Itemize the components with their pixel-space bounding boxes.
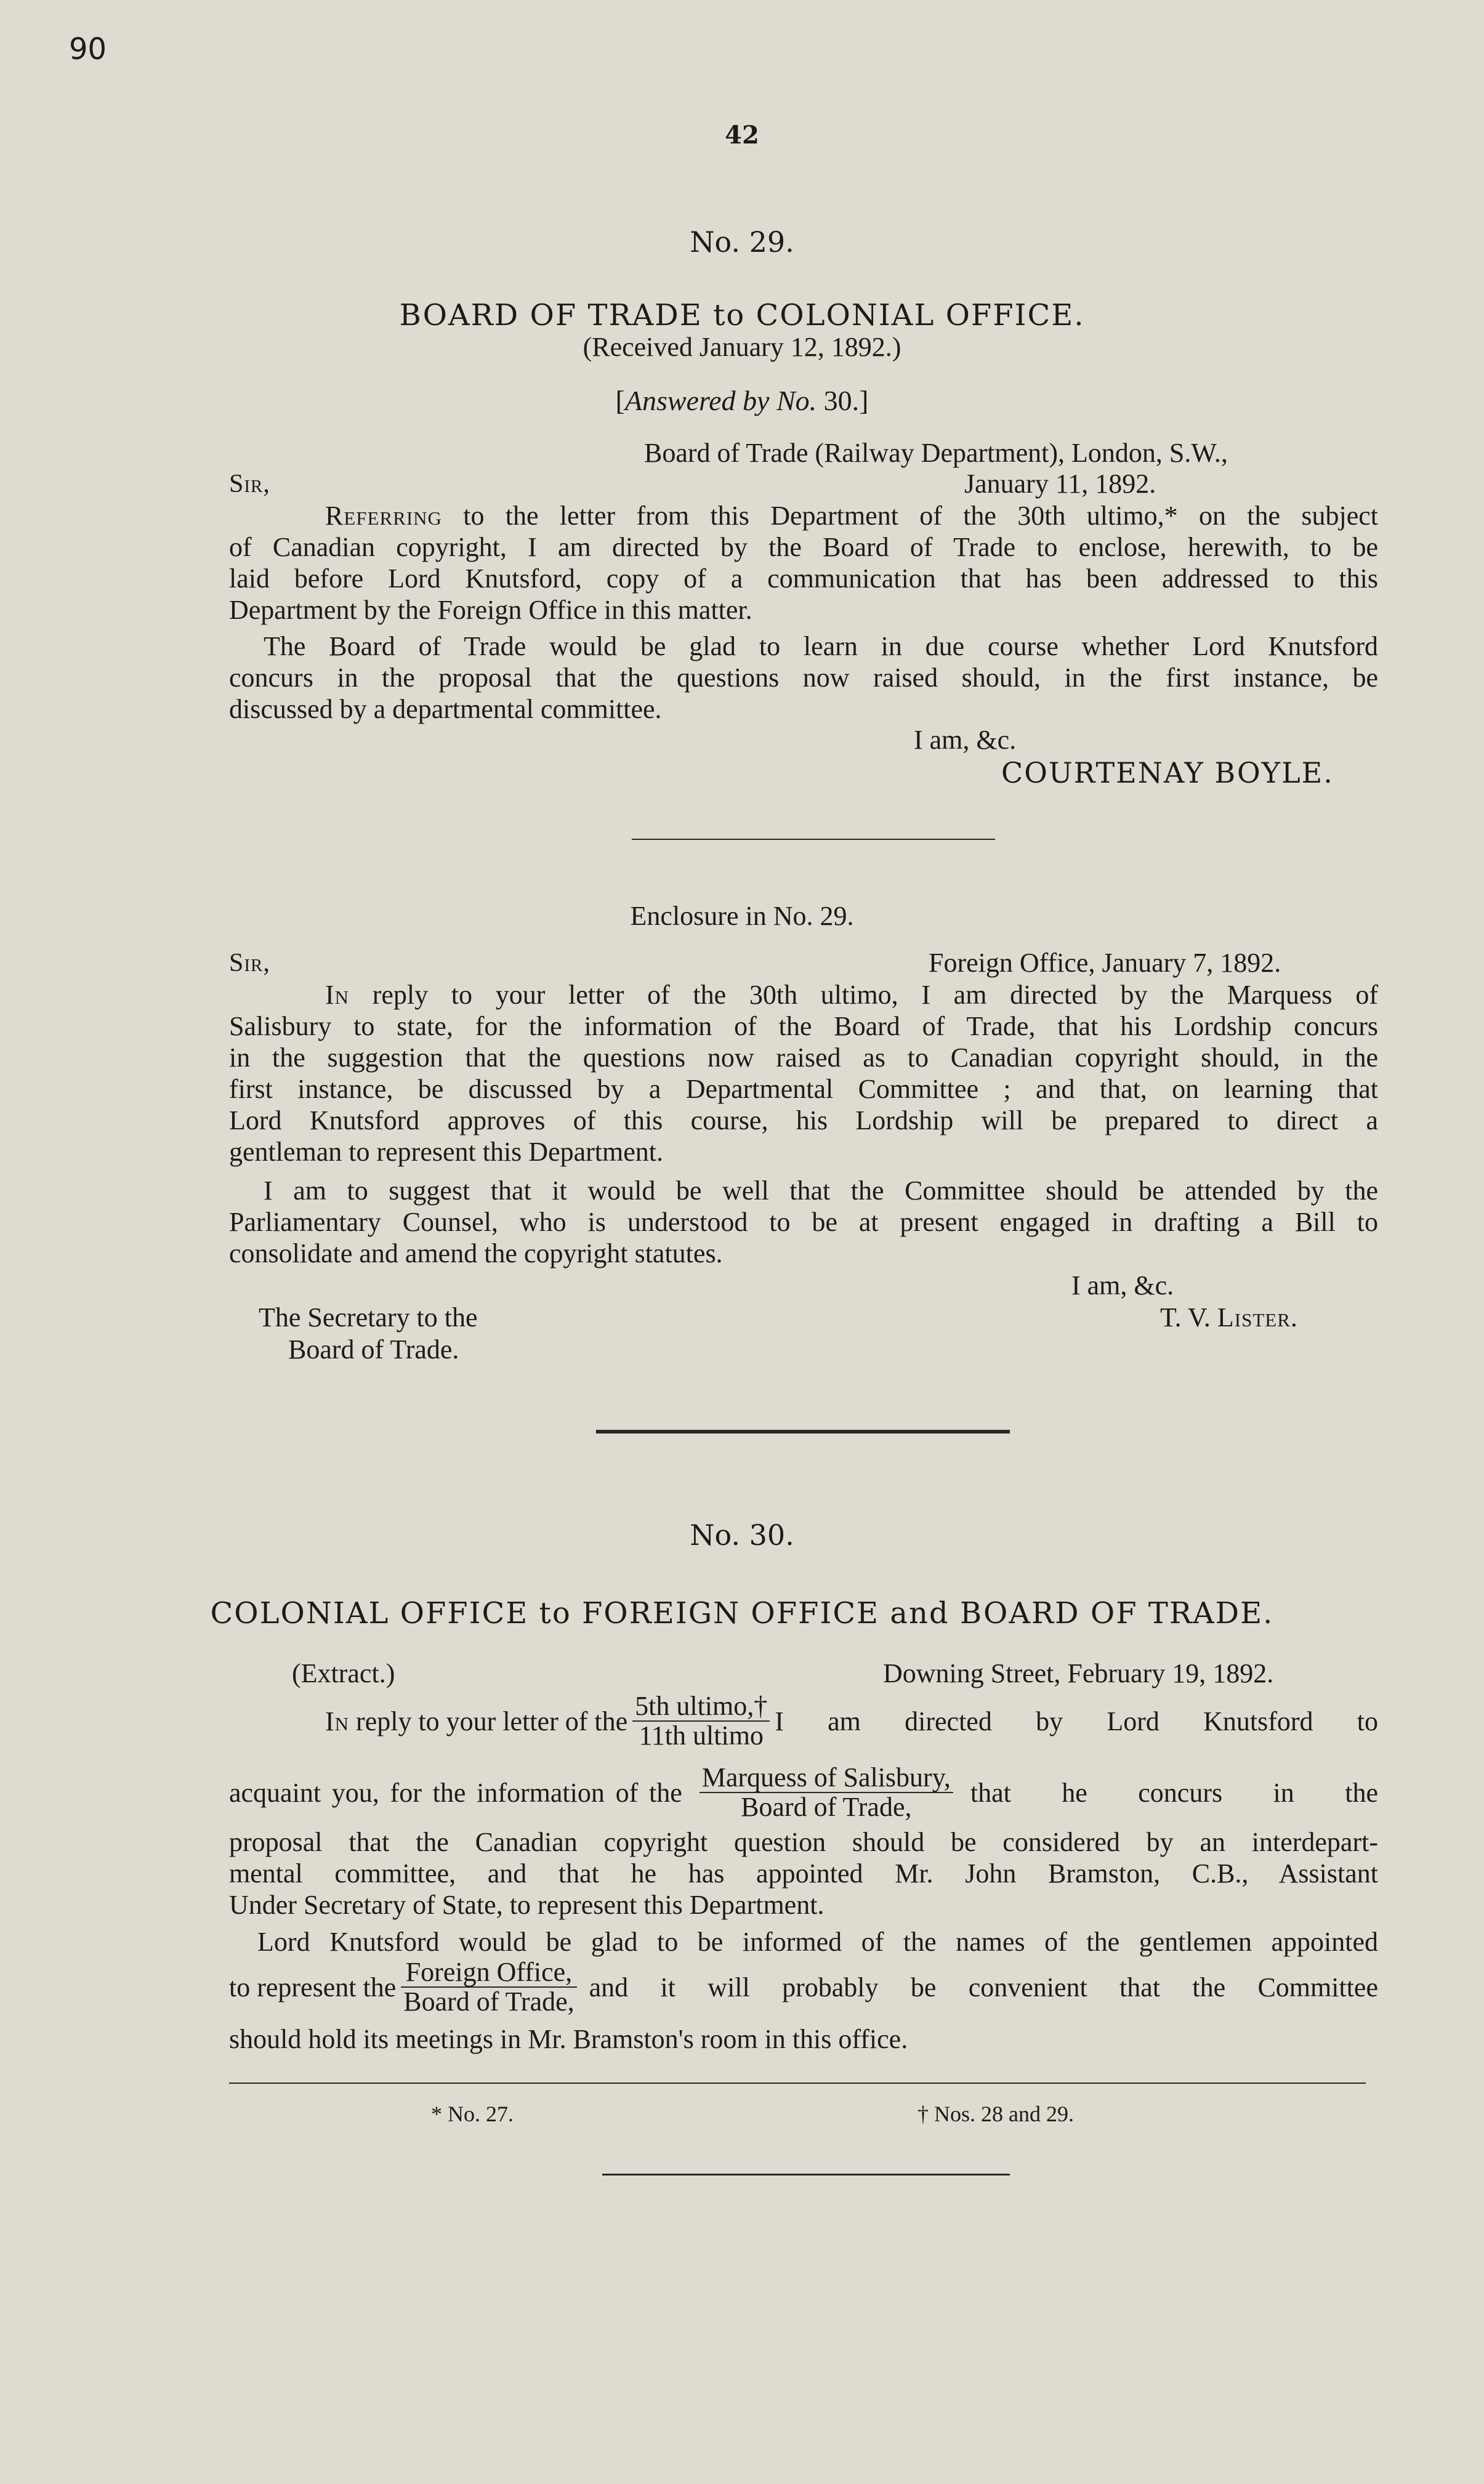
enclosure-paragraph-2: I am to suggest that it would be well that the Committee should be attended by the Parliamentary Counsel, who is understood to be at present engaged in drafting a Bill to consolidate and amend the copyright statutes. [229,1175,1378,1268]
enclosure-addressee-line-2: Board of Trade. [288,1334,459,1365]
doc30-paragraph-2-first: Lord Knutsford would be glad to be informed of the names of the gentlemen appointed [257,1927,1378,1957]
footnote-star: * No. 27. [431,2102,514,2126]
doc29-address: Board of Trade (Railway Department), London, S.W., [644,438,1228,468]
doc29-para1-opening: Referring [325,501,442,531]
enclosure-closing: I am, &c. [1071,1270,1174,1300]
doc30-place-date: Downing Street, February 19, 1892. [883,1658,1274,1688]
doc30-paragraph-1-rest: proposal that the Canadian copyright question should be considered by an interdepart- mental committee, and that he has appointed Mr. John Bramston, C.B., Assistant Under Secretary of State, to represent this Department. [229,1827,1378,1920]
fraction-dates: $\frac{\text{5th ultimo,†}}{\text{11th ultimo}}$ [632,1692,770,1750]
doc29-salutation: Sir, [229,470,270,498]
doc29-received: (Received January 12, 1892.) [583,332,901,362]
doc29-signature: COURTENAY BOYLE. [1001,756,1334,789]
footnote-rule [229,2083,1366,2084]
doc29-paragraph-1: Referring to the letter from this Department of the 30th ultimo,* on the subject of Canadian copyright, I am directed by the Board of Trade to enclose, herewith, to be laid before Lord Knutsford, copy of a communication that has been addressed to this Department by the Foreign Office in this matter. [229,501,1378,625]
doc30-paragraph-2-last: should hold its meetings in Mr. Bramston's room in this office. [229,2024,908,2054]
enclosure-addressee-line-1: The Secretary to the [259,1302,478,1333]
enclosure-title: Enclosure in No. 29. [630,901,854,931]
doc29-paragraph-2: The Board of Trade would be glad to learn in due course whether Lord Knutsford concurs in the proposal that the questions now raised should, in the first instance, be discussed by a departmental committee. [229,631,1378,724]
outer-page-number: 90 [69,32,107,67]
doc29-answered [0,384,1484,417]
doc29-number: No. 29. [690,225,794,259]
doc30-heading: COLONIAL OFFICE to FOREIGN OFFICE and BOARD OF TRADE. [210,1596,1274,1631]
fraction-recipients-2: $\frac{\text{Foreign Office,}}{\text{Board of Trade,}}$ [401,1958,576,2016]
divider-rule-3 [602,2174,1010,2176]
doc29-date: January 11, 1892. [964,469,1156,499]
doc30-para1-fraction-line-2: acquaint you, for the information of the $\frac{\text{Marquess of Salisbury,}}{\text{Board of Trade,}}$ that he concurs in the [229,1762,1378,1822]
answered-rest: 30.] [817,385,869,416]
divider-rule-1 [632,839,995,840]
enclosure-signature: T. V. Lister. [1160,1302,1298,1333]
footnote-dagger: † Nos. 28 and 29. [917,2102,1074,2126]
fraction-recipients-1: $\frac{\text{Marquess of Salisbury,}}{\text{Board of Trade,}}$ [700,1764,953,1821]
doc29-closing: I am, &c. [914,725,1017,755]
answered-open-bracket: [ [615,385,625,416]
enclosure-paragraph-1: In reply to your letter of the 30th ultimo, I am directed by the Marquess of Salisbury to state, for the information of the Board of Trade, that his Lordship concurs in the suggestion that the questions now raised as to Canadian copyright should, in the first instance, be discussed by a Departmental Committee ; and that, on learning that Lord Knutsford approves of this course, his Lordship will be prepared to direct a gentleman to represent this Department. [229,980,1378,1167]
inner-page-number: 42 [725,121,759,150]
doc30-para2-fraction-line: to represent the $\frac{\text{Foreign Office,}}{\text{Board of Trade,}}$ and it will probably be convenient that the Committee [229,1957,1378,2017]
enclosure-place-date: Foreign Office, January 7, 1892. [929,948,1281,978]
enclosure-para1-opening: In [325,980,350,1010]
divider-rule-2 [596,1430,1010,1434]
doc30-extract: (Extract.) [292,1658,395,1688]
doc30-para1-fraction-line-1: In reply to your letter of the $\frac{\text{5th ultimo,†}}{\text{11th ultimo}}$ I am directed by Lord Knutsford to [325,1691,1378,1751]
answered-italic: Answered by No. [624,385,817,416]
doc30-number: No. 30. [690,1518,794,1552]
doc29-heading: BOARD OF TRADE to COLONIAL OFFICE. [399,298,1085,333]
enclosure-salutation: Sir, [229,949,270,977]
